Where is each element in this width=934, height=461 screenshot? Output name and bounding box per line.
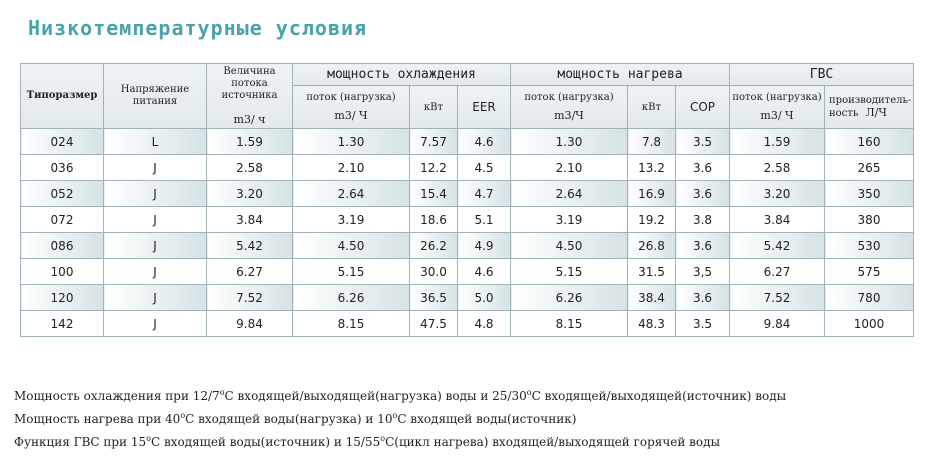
cell-source-flow: 5.42: [207, 233, 293, 259]
cell-cool-kw: 7.57: [410, 129, 458, 155]
cell-dhw-capacity: 265: [825, 155, 914, 181]
cell-voltage: J: [104, 207, 207, 233]
cell-heat-kw: 48.3: [628, 311, 676, 337]
cell-source-flow: 7.52: [207, 285, 293, 311]
cell-voltage: L: [104, 129, 207, 155]
header-cop: [676, 86, 730, 129]
cell-dhw-flow: 2.58: [730, 155, 825, 181]
cell-eer: 4.9: [458, 233, 511, 259]
cell-dhw-flow: 3.20: [730, 181, 825, 207]
cell-heat-flow: 3.19: [511, 207, 628, 233]
cell-source-flow: 3.84: [207, 207, 293, 233]
cell-cool-flow: 1.30: [293, 129, 410, 155]
cell-source-flow: 1.59: [207, 129, 293, 155]
cell-dhw-flow: 9.84: [730, 311, 825, 337]
cell-dhw-flow: 6.27: [730, 259, 825, 285]
cell-heat-flow: 1.30: [511, 129, 628, 155]
cell-size: 100: [21, 259, 104, 285]
note-dhw: [14, 429, 786, 452]
header-heating: мощность нагрева: [511, 64, 730, 86]
cell-cool-kw: 15.4: [410, 181, 458, 207]
note-cooling-part-1: Мощность охлаждения при 12/7: [14, 389, 220, 403]
degree-mark: o: [526, 388, 532, 397]
cell-source-flow: 6.27: [207, 259, 293, 285]
cell-heat-kw: 16.9: [628, 181, 676, 207]
table-row: [21, 259, 914, 285]
header-dhw-capacity-label: производитель-ность: [829, 95, 912, 119]
cell-source-flow: 2.58: [207, 155, 293, 181]
cell-cool-kw: 30.0: [410, 259, 458, 285]
cell-cop: 3.8: [676, 207, 730, 233]
cell-size: 120: [21, 285, 104, 311]
header-eer: [458, 86, 511, 129]
cell-dhw-flow: 7.52: [730, 285, 825, 311]
note-heating-part-2: С входящей воды(нагрузка) и 10: [185, 412, 393, 426]
cell-heat-kw: 26.8: [628, 233, 676, 259]
cell-voltage: J: [104, 181, 207, 207]
cell-heat-flow: 5.15: [511, 259, 628, 285]
cell-eer: 4.7: [458, 181, 511, 207]
cell-size: 086: [21, 233, 104, 259]
cell-cool-flow: 8.15: [293, 311, 410, 337]
header-dhw-flow: [730, 86, 825, 129]
note-cooling-part-2: С входящей/выходящей(нагрузка) воды и 25/30: [224, 389, 527, 403]
note-cooling-part-3: С входящей/выходящей(источник) воды: [531, 389, 787, 403]
cell-cool-flow: 5.15: [293, 259, 410, 285]
header-dhw-flow-unit: m3/ Ч: [760, 109, 794, 122]
header-cool-kw: [410, 86, 458, 129]
cell-cool-kw: 26.2: [410, 233, 458, 259]
header-dhw-capacity: [825, 86, 914, 129]
cell-heat-flow: 4.50: [511, 233, 628, 259]
note-heating-part-3: С входящей воды(источник): [397, 412, 577, 426]
header-voltage: Напряжение питания: [104, 64, 207, 129]
cell-heat-kw: 7.8: [628, 129, 676, 155]
footnotes: [14, 383, 786, 452]
cell-heat-kw: 38.4: [628, 285, 676, 311]
table-row: [21, 233, 914, 259]
cell-heat-flow: 2.64: [511, 181, 628, 207]
cell-cool-flow: 4.50: [293, 233, 410, 259]
degree-mark: o: [180, 411, 186, 420]
header-source-flow: [207, 64, 293, 129]
cell-size: 052: [21, 181, 104, 207]
cell-heat-kw: 19.2: [628, 207, 676, 233]
cell-cool-flow: 3.19: [293, 207, 410, 233]
cell-cop: 3.5: [676, 311, 730, 337]
cell-voltage: J: [104, 233, 207, 259]
header-cool-flow-unit: m3/ Ч: [334, 109, 368, 122]
cell-eer: 4.5: [458, 155, 511, 181]
cell-cool-flow: 2.10: [293, 155, 410, 181]
cell-cool-flow: 6.26: [293, 285, 410, 311]
cell-size: 142: [21, 311, 104, 337]
header-cooling: мощность охлаждения: [293, 64, 511, 86]
cell-heat-kw: 13.2: [628, 155, 676, 181]
degree-mark: o: [392, 411, 398, 420]
cell-cool-flow: 2.64: [293, 181, 410, 207]
cell-source-flow: 9.84: [207, 311, 293, 337]
cell-dhw-capacity: 530: [825, 233, 914, 259]
header-heat-flow-unit: m3/Ч: [554, 109, 584, 122]
cell-cop: 3,5: [676, 259, 730, 285]
cell-heat-flow: 6.26: [511, 285, 628, 311]
cell-cop: 3.6: [676, 233, 730, 259]
cell-heat-kw: 31.5: [628, 259, 676, 285]
cell-cool-kw: 36.5: [410, 285, 458, 311]
cell-dhw-capacity: 380: [825, 207, 914, 233]
cell-eer: 5.1: [458, 207, 511, 233]
table-row: [21, 285, 914, 311]
note-cooling: [14, 383, 786, 406]
header-eer-label: EER: [472, 100, 496, 114]
cell-eer: 5.0: [458, 285, 511, 311]
degree-mark: o: [380, 434, 386, 443]
table-row: [21, 129, 914, 155]
header-cool-flow-label: поток (нагрузка): [306, 92, 396, 103]
degree-mark: o: [219, 388, 225, 397]
cell-voltage: J: [104, 311, 207, 337]
header-heat-flow: [511, 86, 628, 129]
cell-eer: 4.6: [458, 259, 511, 285]
cell-source-flow: 3.20: [207, 181, 293, 207]
cell-dhw-capacity: 780: [825, 285, 914, 311]
cell-dhw-flow: 5.42: [730, 233, 825, 259]
header-cop-label: COP: [689, 100, 716, 114]
header-source-flow-unit: m3/ ч: [233, 113, 266, 126]
cell-dhw-flow: 1.59: [730, 129, 825, 155]
cell-cool-kw: 18.6: [410, 207, 458, 233]
note-dhw-part-2: С входящей воды(источник) и 15/55: [150, 435, 381, 449]
cell-voltage: J: [104, 155, 207, 181]
cell-cool-kw: 12.2: [410, 155, 458, 181]
cell-dhw-capacity: 1000: [825, 311, 914, 337]
table-row: [21, 181, 914, 207]
header-cool-flow: [293, 86, 410, 129]
note-heating-part-1: Мощность нагрева при 40: [14, 412, 181, 426]
header-source-flow-label: Величина потока источника: [221, 66, 278, 101]
cell-cop: 3.5: [676, 129, 730, 155]
degree-mark: o: [146, 434, 151, 443]
cell-dhw-capacity: 160: [825, 129, 914, 155]
cell-eer: 4.6: [458, 129, 511, 155]
note-dhw-part-3: С(цикл нагрева) входящей/выходящей горячей воды: [385, 435, 721, 449]
cell-dhw-flow: 3.84: [730, 207, 825, 233]
cell-heat-flow: 8.15: [511, 311, 628, 337]
cell-size: 036: [21, 155, 104, 181]
cell-size: 072: [21, 207, 104, 233]
cell-dhw-capacity: 350: [825, 181, 914, 207]
note-heating: [14, 406, 786, 429]
table-row: [21, 311, 914, 337]
header-dhw: ГВС: [730, 64, 914, 86]
cell-eer: 4.8: [458, 311, 511, 337]
header-dhw-capacity-unit: Л/Ч: [865, 106, 887, 119]
note-dhw-part-1: Функция ГВС при 15: [14, 435, 147, 449]
header-heat-kw-label: кВт: [641, 101, 662, 113]
cell-voltage: J: [104, 259, 207, 285]
cell-cop: 3.6: [676, 155, 730, 181]
cell-heat-flow: 2.10: [511, 155, 628, 181]
header-heat-flow-label: поток (нагрузка): [524, 92, 614, 103]
cell-cop: 3.6: [676, 285, 730, 311]
page-title: Низкотемпературные условия: [28, 16, 368, 40]
header-size: Типоразмер: [21, 64, 104, 129]
table-row: [21, 155, 914, 181]
header-heat-kw: [628, 86, 676, 129]
cell-cop: 3.6: [676, 181, 730, 207]
cell-cool-kw: 47.5: [410, 311, 458, 337]
cell-size: 024: [21, 129, 104, 155]
cell-dhw-capacity: 575: [825, 259, 914, 285]
header-cool-kw-label: кВт: [423, 101, 444, 113]
spec-table: [20, 63, 914, 337]
header-dhw-flow-label: поток (нагрузка): [732, 92, 822, 103]
cell-voltage: J: [104, 285, 207, 311]
table-row: [21, 207, 914, 233]
